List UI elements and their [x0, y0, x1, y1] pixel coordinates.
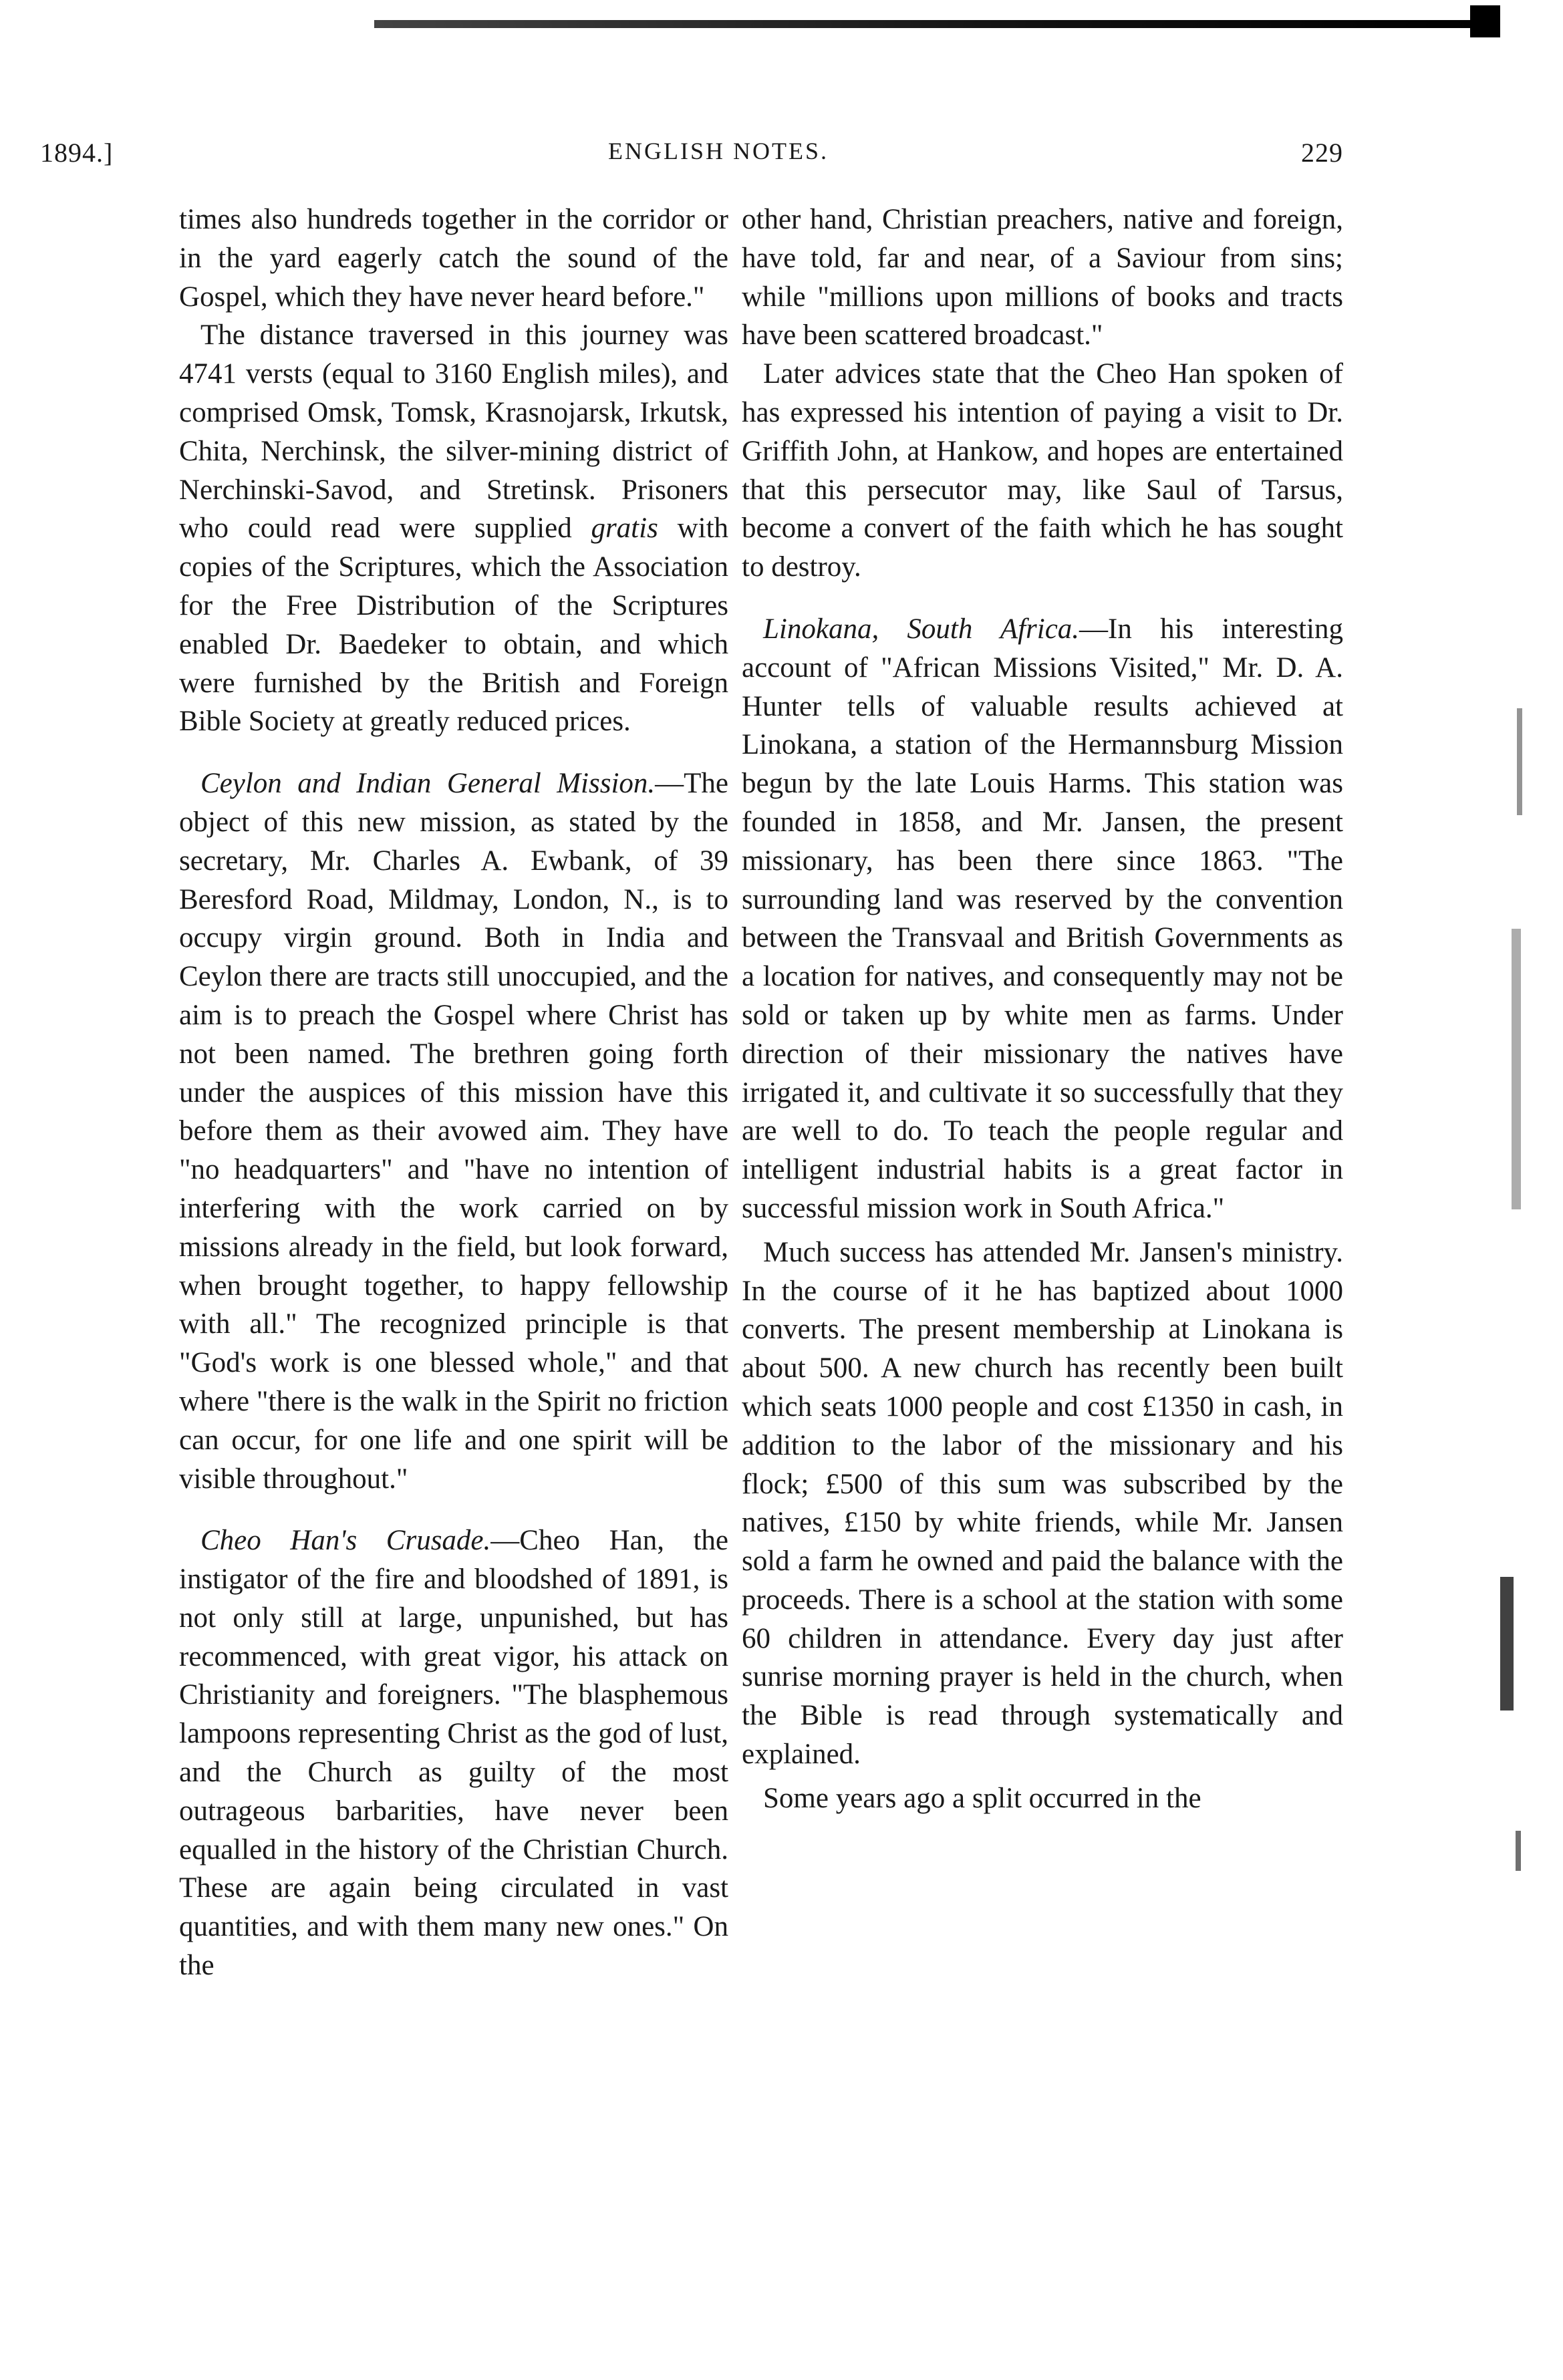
- paragraph: Later advices state that the Cheo Han spoken of has expressed his intention of paying a visit to Dr. Griffith John, at Hankow, and hopes are entertained that this persecutor may, like Saul of Tarsus, become a convert of the faith which he has sought to destroy.: [742, 358, 1343, 583]
- section-body: —In his interesting account of "African Missions Visited," Mr. D. A. Hunter tells of valuable results achieved at Linokana, a station of the Hermannsburg Mission begun by the late Louis Harms. This station was founded in 1858, and Mr. Jansen, the present missionary, has been there since 1863. "The surrounding land was reserved by the convention between the Transvaal and British Governments as a location for natives, and consequently may not be sold or taken up by white men as farms. Under direction of their missionary the natives have irrigated it, and cultivate it so successfully that they are well to do. To teach the people regular and intelligent industrial habits is a great factor in successful mission work in South Africa.": [742, 613, 1343, 1224]
- right-column: [742, 200, 1343, 1818]
- margin-scan-artifact: [1516, 1831, 1521, 1871]
- top-border-mark: [1470, 5, 1500, 37]
- paragraph-text: The distance traversed in this journey was 4741 versts (equal to 3160 English miles), and comprised Omsk, Tomsk, Krasnojarsk, Irkutsk, Chita, Nerchinsk, the silver-mining district of Nerchinski-Savod, and Stretinsk. Prisoners who could read were supplied: [179, 319, 728, 545]
- section-linokana: [742, 610, 1343, 1228]
- header-year: 1894.]: [40, 138, 114, 168]
- margin-scan-artifact: [1500, 1577, 1514, 1710]
- paragraph: times also hundreds together in the corridor or in the yard eagerly catch the sound of the Gospel, which they have never heard before.": [179, 204, 728, 313]
- section-heading: Linokana, South Africa.: [763, 613, 1080, 645]
- section-body: —The object of this new mission, as stated by the secretary, Mr. Charles A. Ewbank, of 39 Beresford Road, Mildmay, London, N., is to occupy virgin ground. Both in India and Ceylon there are tracts still unoccupied, and the aim is to preach the Gospel where Christ has not been named. The brethren going forth under the auspices of this mission have this before them as their avowed aim. They have "no headquarters" and "have no intention of interfering with the work carried on by missions already in the field, but look forward, when brought together, to happy fellowship with all." The recognized principle is that "God's work is one blessed whole," and that where "there is the walk in the Spirit no friction can occur, for one life and one spirit will be visible throughout.": [179, 768, 728, 1495]
- top-border-rule: [374, 20, 1497, 28]
- paragraph-text: with copies of the Scriptures, which the Association for the Free Distribution of the Scriptures enabled Dr. Baedeker to obtain, and which were furnished by the British and Foreign Bible Society at greatly reduced prices.: [179, 512, 729, 738]
- left-column: [179, 200, 728, 1985]
- margin-scan-artifact: [1512, 929, 1521, 1209]
- section-heading: Ceylon and Indian General Mission.: [200, 768, 656, 800]
- italic-word: gratis: [591, 512, 658, 545]
- paragraph: Some years ago a split occurred in the: [763, 1782, 1201, 1814]
- page-number: 229: [1301, 138, 1343, 168]
- paragraph: [179, 316, 728, 741]
- running-title: ENGLISH NOTES.: [608, 138, 829, 164]
- section-ceylon: [179, 764, 728, 1498]
- paragraph: Much success has attended Mr. Jansen's ministry. In the course of it he has baptized about 1000 converts. The present membership at Linokana is about 500. A new church has recently been built which seats 1000 people and cost £1350 in cash, in addition to the labor of the missionary and his flock; £500 of this sum was subscribed by the natives, £150 by white friends, while Mr. Jansen sold a farm he owned and paid the balance with the proceeds. There is a school at the station with some 60 children in attendance. Every day just after sunrise morning prayer is held in the church, when the Bible is read through systematically and explained.: [742, 1236, 1343, 1771]
- page-header: [40, 137, 1343, 177]
- section-body: —Cheo Han, the instigator of the fire and bloodshed of 1891, is not only still at large, unpunished, but has recommenced, with great vigor, his attack on Christianity and foreigners. "The blasphemous lampoons representing Christ as the god of lust, and the Church as guilty of the most outrageous barbarities, have never been equalled in the history of the Christian Church. These are again being circulated in vast quantities, and with them many new ones." On the: [179, 1525, 729, 1982]
- section-cheo-han: [179, 1521, 728, 1985]
- section-heading: Cheo Han's Crusade.: [200, 1525, 491, 1557]
- paragraph: other hand, Christian preachers, native and foreign, have told, far and near, of a Saviour from sins; while "millions upon millions of books and tracts have been scattered broadcast.": [742, 204, 1343, 351]
- margin-scan-artifact: [1517, 708, 1522, 815]
